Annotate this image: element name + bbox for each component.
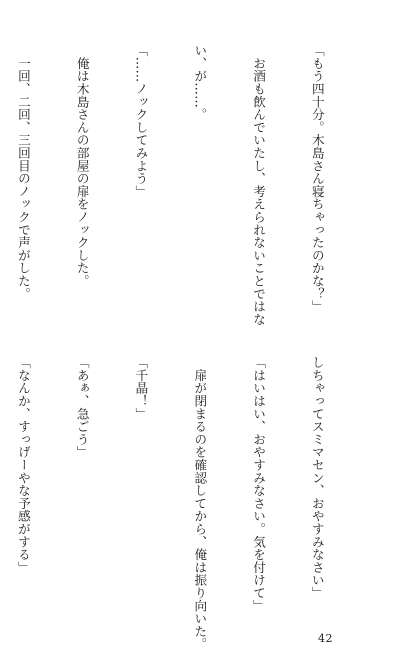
text-line: 俺は木島さんの部屋の扉をノックした。 [74, 44, 90, 288]
text-line: お酒も飲んでいたし、考えられないことではな [251, 44, 267, 326]
text-line: 一回、二回、三回目のノックで声がした。 [15, 44, 31, 300]
text-line: い、が……。 [192, 44, 208, 121]
text-block-upper [15, 44, 366, 336]
text-line: 「もう四十分。木島さん寝ちゃったのかな？」 [309, 44, 325, 313]
text-line: 「……ノックしてみよう」 [133, 44, 149, 198]
text-line: 「はいはい、おやすみなさい。気を付けて」 [251, 356, 267, 612]
text-line: しちゃってスミマセン、おやすみなさい」 [309, 356, 325, 600]
text-line: 「なんか、すっげーやな予感がする」 [15, 356, 31, 574]
page-number: 42 [318, 632, 333, 645]
text-line: 扉が閉まるのを確認してから、俺は振り向いた。 [192, 356, 208, 651]
text-line: 「あぁ、急ごう」 [74, 356, 90, 459]
text-line: 「千晶！」 [133, 356, 149, 420]
